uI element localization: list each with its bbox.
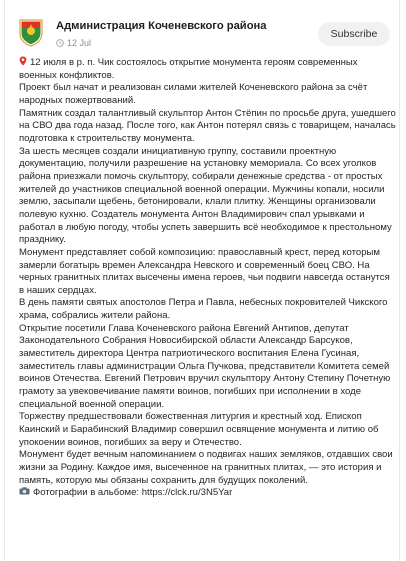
- post-paragraph-8: Торжеству предшествовали божественная литургия и крестный ход. Епископ Каинский и Барабинский Владимир совершил освящение монумента и литию об упокоении воинов, погибших за веру и Отечество.: [19, 411, 379, 448]
- author-name[interactable]: Администрация Коченевского района: [56, 20, 267, 32]
- post-paragraph-4: За шесть месяцев создали инициативную группу, составили проектную документацию, получили разрешение на установку мемориала. Со всех уголков района приезжали помочь скульптору, собирали денежные средства - от простых жителей до участников специальной военной операции. Мужчины копали, носили землю, засыпали щебень, бетонировали, клали плитку. Женщины организовали полевую кухню. Создатель монумента Антон Владимирович спал урывками и работал в любую погоду, чтобы успеть завершить всё необходимое к престольному празднику.: [19, 145, 392, 246]
- post-header: [5, 0, 399, 54]
- post-card: [4, 0, 400, 561]
- post-paragraph-2: Проект был начат и реализован силами жителей Коченевского района за счёт народных пожертвований.: [19, 82, 368, 106]
- clock-icon: [56, 39, 64, 47]
- coat-of-arms-icon[interactable]: [19, 19, 43, 47]
- subscribe-button[interactable]: Subscribe: [318, 22, 390, 46]
- post-date-text: 12 Jul: [67, 38, 92, 48]
- post-date: [56, 38, 91, 48]
- post-paragraph-7: Открытие посетили Глава Коченевского района Евгений Антипов, депутат Законодательного Собрания Новосибирской области Александр Барсуков, заместитель директора Центра патриотического воспитания Елена Гусиная, заместитель главы администрации Ольга Пучкова, представители Комитета семей воинов Отечества. Евгений Петрович вручил скульптору Антону Степину Почетную грамоту за увековечивание памяти воинов, погибших при исполнении в ходе специальной военной операции.: [19, 322, 391, 410]
- post-paragraph-3: Памятник создал талантливый скульптор Антон Стёпин по просьбе друга, ушедшего на СВО два года назад. После того, как Антон потерял связь с товарищем, началась подготовка к строительству монумента.: [19, 107, 396, 144]
- post-paragraph-6: В день памяти святых апостолов Петра и Павла, небесных покровителей Чикского храма, собрались жители района.: [19, 297, 388, 322]
- post-body: [19, 56, 397, 500]
- camera-icon: [19, 487, 30, 495]
- post-paragraph-5: Монумент представляет собой композицию: православный крест, перед которым замерли богатырь времен Александра Невского и современный боец СВО. На черных гранитных плитах высечены имена героев, чьи подвиги навсегда останутся в наших сердцах.: [19, 246, 390, 296]
- post-paragraph-9: Монумент будет вечным напоминанием о подвигах наших земляков, отдавших свои жизни за Родину. Каждое имя, высеченное на гранитных плитах, — это история и память, которую мы обязаны сохранить для будущих поколений.: [19, 449, 393, 486]
- pin-icon: [19, 56, 27, 66]
- post-paragraph-1: 12 июля в р. п. Чик состоялось открытие монумента героям современных военных конфликтов.: [19, 57, 358, 81]
- post-album-link[interactable]: Фотографии в альбоме: https://clck.ru/3N5Yar: [19, 487, 397, 500]
